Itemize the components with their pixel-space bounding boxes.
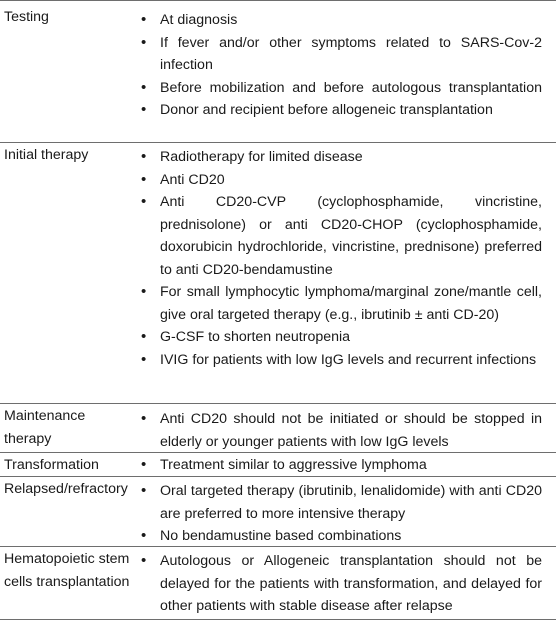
bottom-rule (0, 619, 556, 620)
list-item: • For small lymphocytic lymphoma/marginal zone/mantle cell, give oral targeted therapy (e.g., ibrutinib ± anti CD-20) (138, 281, 542, 326)
row-items-testing (138, 9, 542, 122)
list-item: • Oral targeted therapy (ibrutinib, lenalidomide) with anti CD20 are preferred to more intensive therapy (138, 480, 542, 525)
list-item: • Anti CD20 should not be initiated or should be stopped in elderly or younger patients with low IgG levels (138, 408, 542, 453)
row-category-hsct: Hematopoietic stem cells transplantation (4, 551, 130, 590)
row-divider (0, 142, 556, 143)
row-category-relapsed-refractory: Relapsed/refractory (4, 481, 128, 497)
row-items-initial-therapy (138, 146, 542, 371)
row-items-transformation (138, 454, 542, 477)
list-item: • Anti CD20-CVP (cyclophosphamide, vincristine, prednisolone) or anti CD20-CHOP (cyclophosphamide, doxorubicin hydrochloride, vincristine, prednisone) preferred to anti CD20-bendamustine (138, 191, 542, 281)
list-item: • Anti CD20 (138, 169, 542, 192)
row-items-maintenance-therapy (138, 408, 542, 453)
row-category-maintenance-therapy: Maintenance therapy (4, 408, 86, 447)
top-rule (0, 0, 556, 1)
list-item: • Radiotherapy for limited disease (138, 146, 542, 169)
list-item: • G-CSF to shorten neutropenia (138, 326, 542, 349)
list-item: • Donor and recipient before allogeneic transplantation (138, 99, 542, 122)
list-item: • No bendamustine based combinations (138, 525, 542, 548)
list-item: • Before mobilization and before autologous transplantation (138, 77, 542, 100)
row-divider (0, 452, 556, 453)
list-item: • Treatment similar to aggressive lymphoma (138, 454, 542, 477)
row-divider (0, 403, 556, 404)
row-category-initial-therapy: Initial therapy (4, 147, 89, 163)
row-divider (0, 546, 556, 547)
row-category-transformation: Transformation (4, 457, 99, 473)
list-item: • Autologous or Allogeneic transplantation should not be delayed for the patients with transformation, and delayed for other patients with stable disease after relapse (138, 550, 542, 618)
row-divider (0, 476, 556, 477)
row-items-hsct (138, 550, 542, 618)
list-item: • IVIG for patients with low IgG levels and recurrent infections (138, 349, 542, 372)
row-category-testing: Testing (4, 9, 49, 25)
list-item: • At diagnosis (138, 9, 542, 32)
list-item: • If fever and/or other symptoms related to SARS-Cov-2 infection (138, 32, 542, 77)
row-items-relapsed-refractory (138, 480, 542, 548)
